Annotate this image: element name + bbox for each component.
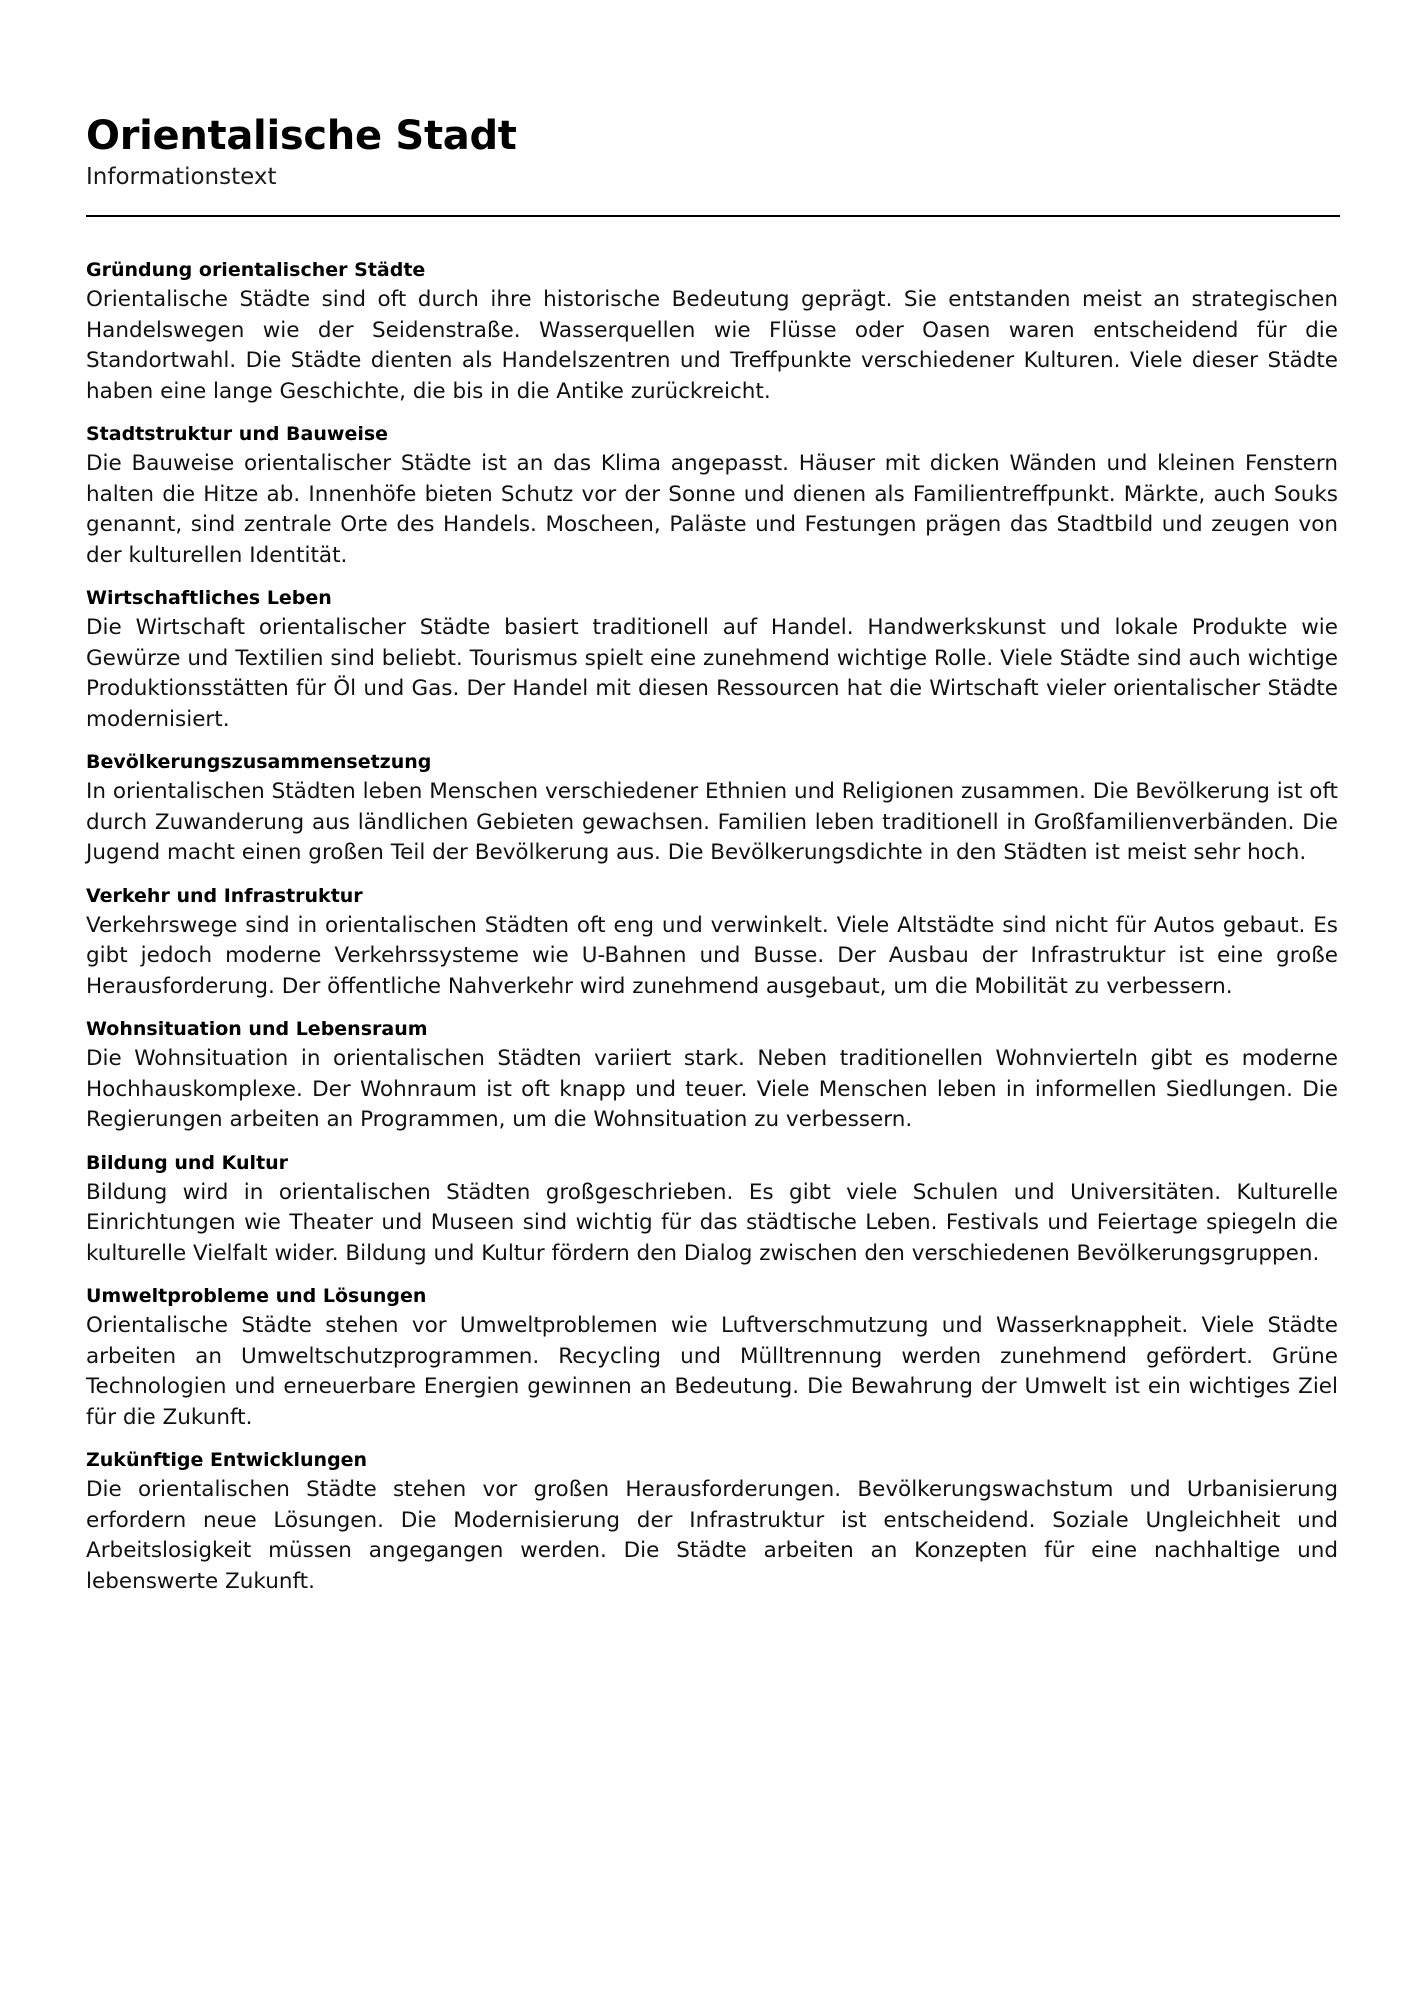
section-body: Orientalische Städte stehen vor Umweltproblemen wie Luftverschmutzung und Wasserknappheit. Viele Städte arbeiten an Umweltschutzprogrammen. Recycling und Mülltrennung werden zunehmend gefördert. Grüne Technologien und erneuerbare Energien gewinnen an Bedeutung. Die Bewahrung der Umwelt ist ein wichtiges Ziel für die Zukunft. — [86, 1313, 1338, 1430]
section-body: Bildung wird in orientalischen Städten großgeschrieben. Es gibt viele Schulen und Universitäten. Kulturelle Einrichtungen wie Theater und Museen sind wichtig für das städtische Leben. Festivals und Feiertage spiegeln die kulturelle Vielfalt wider. Bildung und Kultur fördern den Dialog zwischen den verschiedenen Bevölkerungsgruppen. — [86, 1179, 1338, 1266]
section-umwelt — [86, 1281, 1338, 1433]
section-heading: Stadtstruktur und Bauweise — [86, 423, 389, 445]
section-heading: Umweltprobleme und Lösungen — [86, 1285, 427, 1307]
section-heading: Zukünftige Entwicklungen — [86, 1449, 368, 1471]
document-title: Orientalische Stadt — [86, 113, 517, 159]
document-subtitle: Informationstext — [86, 164, 277, 190]
section-bildung — [86, 1148, 1338, 1270]
section-body: Die Wohnsituation in orientalischen Städten variiert stark. Neben traditionellen Wohnvierteln gibt es moderne Hochhauskomplexe. Der Wohnraum ist oft knapp und teuer. Viele Menschen leben in informellen Siedlungen. Die Regierungen arbeiten an Programmen, um die Wohnsituation zu verbessern. — [86, 1046, 1338, 1132]
section-body: Die Bauweise orientalischer Städte ist an das Klima angepasst. Häuser mit dicken Wänden und kleinen Fenstern halten die Hitze ab. Innenhöfe bieten Schutz vor der Sonne und dienen als Familientreffpunkt. Märkte, auch Souks genannt, sind zentrale Orte des Handels. Moscheen, Paläste und Festungen prägen das Stadtbild und zeugen von der kulturellen Identität. — [86, 451, 1338, 568]
section-bevoelkerung — [86, 747, 1338, 869]
section-heading: Bevölkerungszusammensetzung — [86, 751, 432, 773]
section-gruendung — [86, 255, 1338, 407]
header-divider — [86, 215, 1340, 217]
section-zukunft — [86, 1445, 1338, 1597]
section-heading: Gründung orientalischer Städte — [86, 259, 426, 281]
section-body: In orientalischen Städten leben Menschen verschiedener Ethnien und Religionen zusammen. Die Bevölkerung ist oft durch Zuwanderung aus ländlichen Gebieten gewachsen. Familien leben traditionell in Großfamilienverbänden. Die Jugend macht einen großen Teil der Bevölkerung aus. Die Bevölkerungsdichte in den Städten ist meist sehr hoch. — [86, 779, 1338, 865]
section-wohnsituation — [86, 1014, 1338, 1136]
section-body: Orientalische Städte sind oft durch ihre historische Bedeutung geprägt. Sie entstanden meist an strategischen Handelswegen wie der Seidenstraße. Wasserquellen wie Flüsse oder Oasen waren entscheidend für die Standortwahl. Die Städte dienten als Handelszentren und Treffpunkte verschiedener Kulturen. Viele dieser Städte haben eine lange Geschichte, die bis in die Antike zurückreicht. — [86, 287, 1338, 404]
section-heading: Wohnsituation und Lebensraum — [86, 1018, 428, 1040]
section-heading: Wirtschaftliches Leben — [86, 587, 332, 609]
section-stadtstruktur — [86, 419, 1338, 571]
section-wirtschaft — [86, 583, 1338, 735]
section-list — [86, 255, 1338, 1597]
section-heading: Verkehr und Infrastruktur — [86, 884, 363, 907]
section-body: Die Wirtschaft orientalischer Städte basiert traditionell auf Handel. Handwerkskunst und lokale Produkte wie Gewürze und Textilien sind beliebt. Tourismus spielt eine zunehmend wichtige Rolle. Viele Städte sind auch wichtige Produktionsstätten für Öl und Gas. Der Handel mit diesen Ressourcen hat die Wirtschaft vieler orientalischer Städte modernisiert. — [86, 615, 1338, 732]
document-page — [86, 0, 1338, 1609]
section-body: Die orientalischen Städte stehen vor großen Herausforderungen. Bevölkerungswachstum und Urbanisierung erfordern neue Lösungen. Die Modernisierung der Infrastruktur ist entscheidend. Soziale Ungleichheit und Arbeitslosigkeit müssen angegangen werden. Die Städte arbeiten an Konzepten für eine nachhaltige und lebenswerte Zukunft. — [86, 1477, 1338, 1594]
section-body: Verkehrswege sind in orientalischen Städten oft eng und verwinkelt. Viele Altstädte sind nicht für Autos gebaut. Es gibt jedoch moderne Verkehrssysteme wie U-Bahnen und Busse. Der Ausbau der Infrastruktur ist eine große Herausforderung. Der öffentliche Nahverkehr wird zunehmend ausgebaut, um die Mobilität zu verbessern. — [86, 912, 1338, 999]
section-verkehr — [86, 881, 1338, 1003]
section-heading: Bildung und Kultur — [86, 1151, 289, 1174]
